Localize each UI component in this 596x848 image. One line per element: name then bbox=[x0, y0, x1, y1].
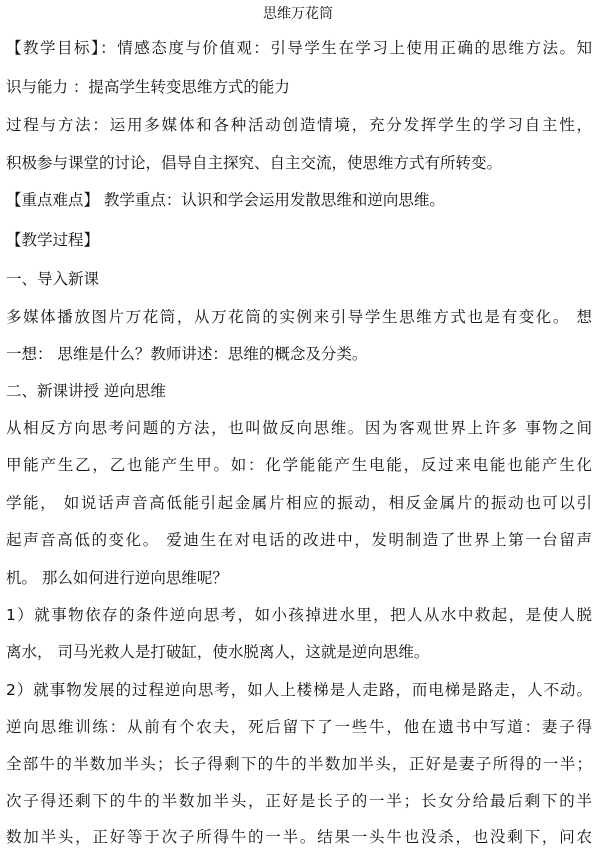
paragraph-line: 逆向思维训练：从前有个农夫，死后留下了一些牛，他在遗书中写道：妻子得 bbox=[6, 718, 592, 736]
paragraph-line: 1）就事物依存的条件逆向思考，如小孩掉进水里，把人从水中救起，是使人脱 bbox=[6, 606, 592, 624]
paragraph-line: 2）就事物发展的过程逆向思考，如人上楼梯是人走路，而电梯是路走，人不动。 bbox=[6, 681, 592, 699]
document-title: 思维万花筒 bbox=[263, 6, 333, 22]
paragraph-line: 识与能力 ：提高学生转变思维方式的能力 bbox=[6, 78, 290, 96]
paragraph-line: 一、导入新课 bbox=[6, 270, 100, 288]
paragraph-line: 一想： 思维是什么？教师讲述：思维的概念及分类。 bbox=[6, 345, 368, 363]
paragraph-line: 二、新课讲授 逆向思维 bbox=[6, 382, 166, 400]
paragraph-line: 离水， 司马光救人是打破缸，使水脱离人，这就是逆向思维。 bbox=[6, 643, 430, 661]
paragraph-line: 起声音高低的变化。 爱迪生在对电话的改进中，发明制造了世界上第一台留声 bbox=[6, 531, 592, 549]
paragraph-line: 学能， 如说话声音高低能引起金属片相应的振动，相反金属片的振动也可以引 bbox=[6, 494, 592, 512]
paragraph-line: 积极参与课堂的讨论，倡导自主探究、自主交流，使思维方式有所转变。 bbox=[6, 154, 503, 172]
paragraph-line: 【教学过程】 bbox=[6, 231, 100, 249]
paragraph-line: 过程与方法：运用多媒体和各种活动创造情境，充分发挥学生的学习自主性， bbox=[6, 116, 592, 134]
paragraph-line: 多媒体播放图片万花筒，从万花筒的实例来引导学生思维方式也是有变化。 想 bbox=[6, 308, 592, 326]
paragraph-line: 【教学目标】：情感态度与价值观：引导学生在学习上使用正确的思维方法。知 bbox=[6, 39, 592, 57]
paragraph-line: 数加半头，正好等于次子所得牛的一半。结果一头牛也没杀，也没剩下，问农 bbox=[6, 828, 592, 846]
paragraph-line: 机。 那么如何进行逆向思维呢？ bbox=[6, 569, 228, 587]
paragraph-line: 【重点难点】 教学重点：认识和学会运用发散思维和逆向思维。 bbox=[6, 191, 445, 209]
paragraph-line: 全部牛的半数加半头；长子得剩下的牛的半数加半头，正好是妻子所得的一半； bbox=[6, 755, 592, 773]
paragraph-line: 甲能产生乙，乙也能产生甲。如：化学能能产生电能，反过来电能也能产生化 bbox=[6, 456, 592, 474]
paragraph-line: 次子得还剩下的牛的半数加半头，正好是长子的一半；长女分给最后剩下的半 bbox=[6, 792, 592, 810]
paragraph-line: 从相反方向思考问题的方法，也叫做反向思维。因为客观世界上许多 事物之间 bbox=[6, 419, 592, 437]
